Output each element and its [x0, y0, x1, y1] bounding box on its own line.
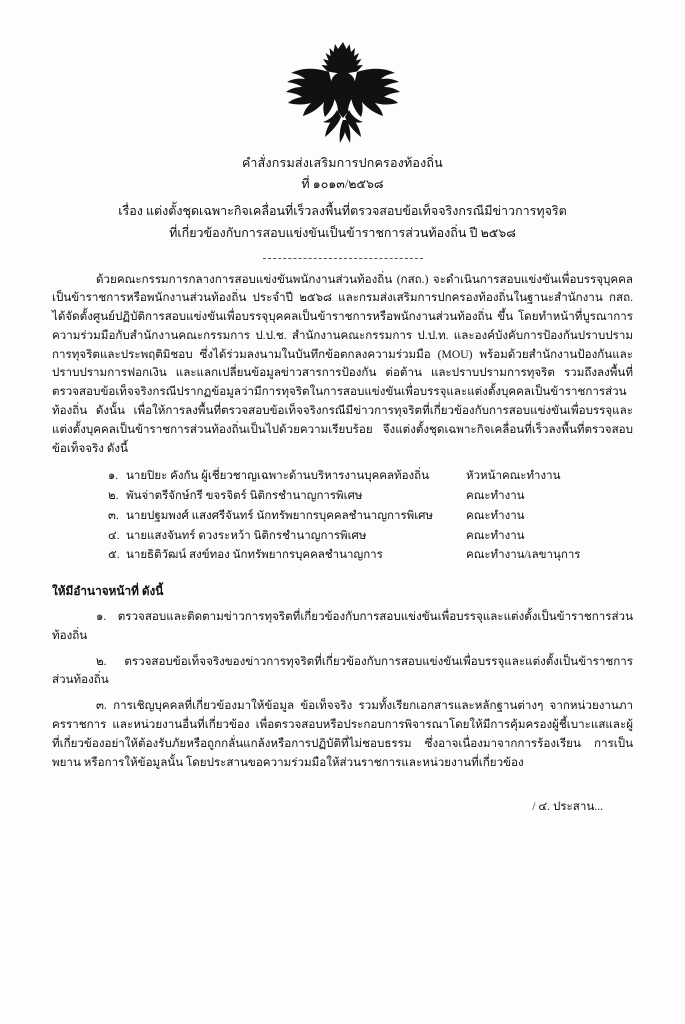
roster-role: คณะทำงาน: [466, 509, 525, 522]
roster-role: หัวหน้าคณะทำงาน: [466, 470, 561, 483]
document-header: [52, 154, 633, 244]
page-continuation-note: / ๔. ประสาน...: [532, 800, 603, 814]
duties-heading: ให้มีอำนาจหน้าที่ ดังนี้: [52, 584, 164, 599]
roster-name: นายแสงจันทร์ ดวงระหว้า นิติกรชำนาญการพิเศษ: [126, 529, 367, 542]
duty-item-1: ๑. ตรวจสอบและติดตามข่าวการทุจริตที่เกี่ยวข้องกับการสอบแข่งขันเพื่อบรรจุและแต่งตั้งเป็นข้าราชการส่วนท้องถิ่น: [52, 610, 633, 642]
list-item: [52, 507, 633, 527]
roster-name: พันจ่าตรีจักษ์กรี ขจรจิตร์ นิติกรชำนาญการพิเศษ: [126, 490, 363, 503]
list-item: [52, 467, 633, 487]
list-item: [52, 527, 633, 547]
roster-name: นายปฐมพงศ์ แสงศรีจันทร์ นักทรัพยากรบุคคลชำนาญการพิเศษ: [126, 509, 434, 522]
roster-role: คณะทำงาน: [466, 529, 525, 542]
roster-role: คณะทำงาน/เลขานุการ: [466, 549, 581, 562]
document-title: คำสั่งกรมส่งเสริมการปกครองท้องถิ่น: [242, 156, 443, 170]
garuda-emblem: [283, 38, 403, 146]
document-subject-line-1: เรื่อง แต่งตั้งชุดเฉพาะกิจเคลื่อนที่เร็วลงพื้นที่ตรวจสอบข้อเท็จจริงกรณีมีข่าวการทุจริต: [118, 203, 567, 218]
duty-item-2: ๒. ตรวจสอบข้อเท็จจริงของข่าวการทุจริตที่เกี่ยวข้องกับการสอบแข่งขันเพื่อบรรจุและแต่งตั้งเป็นข้าราชการส่วนท้องถิ่น: [52, 654, 633, 687]
roster-number: ๑.: [108, 470, 119, 483]
roster-number: ๒.: [108, 490, 119, 503]
roster-number: ๕.: [108, 549, 120, 562]
list-item: [52, 487, 633, 507]
header-divider: [263, 258, 423, 259]
duty-item-3: ๓. การเชิญบุคคลที่เกี่ยวข้องมาให้ข้อมูล ข้อเท็จจริง รวมทั้งเรียกเอกสารและหลักฐานต่างๆ จากหน่วยงานภาครราชการ และหน่วยงานอื่นที่เกี่ยวข้อง เพื่อตรวจสอบหรือประกอบการพิจารณาโดยให้มีการคุ้มครองผู้ชี้เบาะแสและผู้ที่เกี่ยวข้องอย่าให้ต้องรับภัยหรือถูกกลั่นแกล้งหรือการปฏิบัติที่ไม่ชอบธรรม ซึ่งอาจเนื่องมาจากการร้องเรียน การเป็นพยาน หรือการให้ข้อมูลนั้น โดยประสานขอความร่วมมือให้ส่วนราชการและหน่วยงานที่เกี่ยวข้อง: [52, 699, 633, 769]
roster-number: ๔.: [108, 529, 120, 542]
intro-paragraph: ด้วยคณะกรรมการกลางการสอบแข่งขันพนักงานส่วนท้องถิ่น (กสถ.) จะดำเนินการสอบแข่งขันเพื่อบรรจุบุคคลเป็นข้าราชการหรือพนักงานส่วนท้องถิ่น ประจำปี ๒๕๖๘ และกรมส่งเสริมการปกครองท้องถิ่นในฐานะสำนักงาน กสถ. ได้จัดตั้งศูนย์ปฏิบัติการสอบแข่งขันเพื่อบรรจุบุคคลเป็นข้าราชการหรือพนักงานส่วนท้องถิ่น ขึ้น โดยทำหน้าที่บูรณาการความร่วมมือกับสำนักงานคณะกรรมการ ป.ป.ช. สำนักงานคณะกรรมการ ป.ป.ท. และองค์บังคับการป้องกันปราบปรามการทุจริตและประพฤติมิชอบ ซึ่งได้ร่วมลงนามในบันทึกข้อตกลงความร่วมมือ (MOU) พร้อมด้วยสำนักงานป้องกันและปราบปรามการฟอกเงิน และแลกเปลี่ยนข้อมูลข่าวสารการป้องกัน ต่อต้าน และปราบปรามการทุจริต รวมถึงลงพื้นที่ตรวจสอบข้อเท็จจริงกรณีปรากฏข้อมูลว่ามีการทุจริตในการสอบแข่งขันเพื่อบรรจุและแต่งตั้งบุคคลเป็นข้าราชการส่วนท้องถิ่น ดังนั้น เพื่อให้การลงพื้นที่ตรวจสอบข้อเท็จจริงกรณีมีข่าวการทุจริตที่เกี่ยวข้องกับการสอบแข่งขันเพื่อบรรจุและแต่งตั้งบุคคลเป็นข้าราชการส่วนท้องถิ่นเป็นไปด้วยความเรียบร้อย จึงแต่งตั้งชุดเฉพาะกิจเคลื่อนที่เร็วลงพื้นที่ตรวจสอบข้อเท็จจริง ดังนี้: [52, 272, 633, 455]
document-subject-line-2: ที่เกี่ยวข้องกับการสอบแข่งขันเป็นข้าราชการส่วนท้องถิ่น ปี ๒๕๖๘: [169, 226, 516, 241]
roster-name: นายปิยะ คังกัน ผู้เชี่ยวชาญเฉพาะด้านบริหารงานบุคคลท้องถิ่น: [126, 470, 429, 483]
roster-name: นายธิติวัฒน์ สงข์ทอง นักทรัพยากรบุคคลชำนาญการ: [126, 549, 383, 562]
roster-number: ๓.: [108, 509, 119, 522]
committee-roster: [52, 467, 633, 566]
document-number: ที่ ๑๐๑๓/๒๕๖๘: [301, 177, 384, 192]
emblem-container: [52, 38, 633, 150]
list-item: [52, 546, 633, 566]
roster-role: คณะทำงาน: [466, 490, 525, 503]
